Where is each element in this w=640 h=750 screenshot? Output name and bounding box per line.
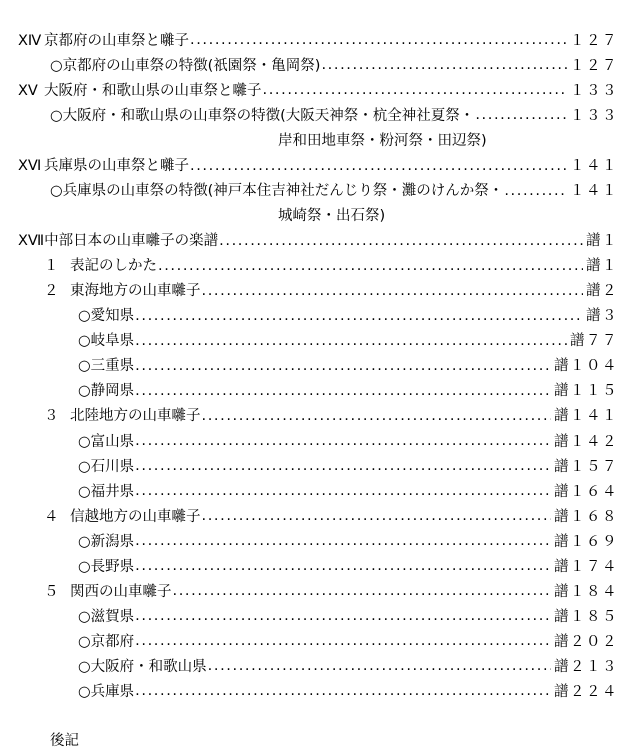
toc-dot-leader [158, 256, 583, 271]
toc-entry-label: 関西の山車囃子 [70, 583, 172, 600]
toc-entry[interactable] [0, 380, 640, 402]
toc-dot-leader [202, 281, 584, 296]
toc-entry-number: ３ [44, 408, 59, 425]
toc-dot-leader [173, 581, 552, 596]
toc-dot-leader [135, 456, 551, 471]
toc-entry-page: 譜１０４ [554, 358, 618, 375]
toc-entry[interactable] [0, 556, 640, 578]
toc-entry-number: １ [44, 258, 59, 275]
toc-dot-leader [190, 31, 567, 46]
table-of-contents [0, 30, 640, 703]
toc-dot-leader [135, 481, 551, 496]
toc-entry-page: 譜１４２ [554, 433, 618, 450]
toc-entry-label: ○京都府の山車祭の特徴(祇園祭・亀岡祭) [50, 58, 321, 75]
toc-entry-page: 譜１８５ [554, 608, 618, 625]
toc-dot-leader [135, 356, 551, 371]
toc-entry-label: ○静岡県 [78, 383, 135, 400]
toc-dot-leader [219, 231, 583, 246]
toc-entry-page: 譜１６４ [554, 483, 618, 500]
toc-entry-number: ⅩⅣ [18, 33, 42, 49]
toc-entry[interactable] [0, 606, 640, 628]
toc-dot-leader [135, 556, 551, 571]
toc-dot-leader [135, 606, 551, 621]
toc-entry[interactable] [0, 180, 640, 202]
toc-dot-leader [321, 56, 567, 71]
toc-entry[interactable] [0, 531, 640, 553]
toc-dot-leader [202, 406, 552, 421]
toc-dot-leader [135, 431, 551, 446]
toc-entry-label: ○富山県 [78, 433, 135, 450]
toc-entry-label: ○福井県 [78, 483, 135, 500]
toc-entry-page: 譜１６８ [554, 508, 618, 525]
toc-dot-leader [135, 681, 551, 696]
toc-entry[interactable] [0, 656, 640, 678]
toc-entry-label: 兵庫県の山車祭と囃子 [44, 158, 189, 175]
toc-entry[interactable] [0, 481, 640, 503]
toc-dot-leader [202, 506, 552, 521]
toc-dot-leader [475, 106, 567, 121]
toc-entry[interactable] [0, 581, 640, 603]
toc-entry-page: 譜１４１ [554, 408, 618, 425]
toc-entry-page: 譜２２４ [554, 683, 618, 700]
toc-entry[interactable] [0, 155, 640, 177]
toc-entry[interactable] [0, 330, 640, 352]
toc-entry-label: 表記のしかた [70, 258, 157, 275]
toc-entry-number: ⅩⅤ [18, 83, 38, 100]
toc-entry-page: 譜３ [586, 308, 618, 325]
toc-entry-label: ○愛知県 [78, 308, 135, 325]
toc-dot-leader [208, 656, 551, 671]
toc-dot-leader [135, 531, 551, 546]
toc-entry-page: 譜１１５ [554, 383, 618, 400]
toc-entry-page: 譜２１３ [554, 658, 618, 675]
toc-entry-page: 譜１５７ [554, 458, 618, 475]
toc-dot-leader [504, 181, 567, 196]
toc-entry[interactable] [0, 280, 640, 302]
toc-entry-label: ○新潟県 [78, 533, 135, 550]
toc-dot-leader [488, 131, 615, 146]
toc-entry-label: ○大阪府・和歌山県の山車祭の特徴(大阪天神祭・杭全神社夏祭・ [50, 108, 475, 125]
toc-entry[interactable] [0, 405, 640, 427]
toc-entry-number: ４ [44, 508, 59, 525]
toc-entry[interactable] [0, 506, 640, 528]
toc-entry-label: 北陸地方の山車囃子 [70, 408, 201, 425]
toc-dot-leader [135, 331, 567, 346]
toc-entry-label: ○京都府 [78, 633, 135, 650]
toc-entry-label: ○大阪府・和歌山県 [78, 658, 207, 675]
toc-entry-page: 譜１８４ [554, 583, 618, 600]
toc-entry-number: ２ [44, 283, 59, 300]
toc-entry-page: 譜２ [586, 283, 618, 300]
toc-entry[interactable] [0, 105, 640, 127]
toc-entry-page: １２７ [570, 33, 618, 49]
toc-entry-page: 譜１ [586, 258, 618, 275]
toc-entry-number: ⅩⅥ [18, 158, 42, 175]
toc-entry-page: １２７ [570, 58, 618, 75]
toc-entry-label: 信越地方の山車囃子 [70, 508, 201, 525]
toc-entry-label: 大阪府・和歌山県の山車祭と囃子 [44, 83, 262, 100]
toc-entry[interactable] [0, 355, 640, 377]
toc-entry-label: ○石川県 [78, 458, 135, 475]
toc-entry-number: ⅩⅦ [18, 233, 45, 250]
toc-dot-leader [135, 631, 551, 646]
toc-entry[interactable] [0, 205, 640, 227]
toc-entry-label: ○滋賀県 [78, 608, 135, 625]
toc-entry-label: ○兵庫県の山車祭の特徴(神戸本住吉神社だんじり祭・灘のけんか祭・ [50, 183, 504, 200]
toc-entry-page: 譜１６９ [554, 533, 618, 550]
toc-dot-leader [135, 381, 551, 396]
toc-dot-leader [190, 156, 567, 171]
toc-entry-label: 中部日本の山車囃子の楽譜 [44, 233, 219, 250]
toc-dot-leader [135, 306, 583, 321]
toc-entry-label: 岸和田地車祭・粉河祭・田辺祭) [278, 133, 487, 150]
toc-entry-page: 譜２０２ [554, 633, 618, 650]
toc-entry[interactable] [0, 30, 640, 52]
toc-entry[interactable] [0, 456, 640, 478]
toc-entry[interactable] [0, 230, 640, 252]
toc-dot-leader [263, 81, 568, 96]
toc-entry[interactable] [0, 55, 640, 77]
toc-entry[interactable] [0, 130, 640, 152]
toc-entry-label: ○長野県 [78, 558, 135, 575]
toc-entry-page: 譜１７４ [554, 558, 618, 575]
toc-entry[interactable] [0, 431, 640, 453]
toc-entry[interactable] [0, 255, 640, 277]
toc-entry[interactable] [0, 681, 640, 703]
toc-entry-label: 城崎祭・出石祭) [278, 208, 386, 225]
toc-entry[interactable] [0, 305, 640, 327]
toc-entry-label: 京都府の山車祭と囃子 [44, 33, 189, 49]
toc-entry-number: ５ [44, 583, 59, 600]
toc-entry-page: １３３ [570, 83, 618, 100]
afterword-label: 後記 [50, 732, 79, 749]
toc-entry-page: 譜７７ [570, 333, 618, 350]
toc-entry-page: 譜１ [586, 233, 618, 250]
toc-dot-leader [386, 206, 615, 221]
toc-entry-label: ○三重県 [78, 358, 135, 375]
toc-entry-label: ○岐阜県 [78, 333, 135, 350]
toc-entry-page: １４１ [570, 183, 618, 200]
toc-entry[interactable] [0, 631, 640, 653]
toc-entry-label: 東海地方の山車囃子 [70, 283, 201, 300]
toc-entry[interactable] [0, 80, 640, 102]
toc-entry-page: １４１ [570, 158, 618, 175]
toc-entry-label: ○兵庫県 [78, 683, 135, 700]
toc-entry-page: １３３ [570, 108, 618, 125]
